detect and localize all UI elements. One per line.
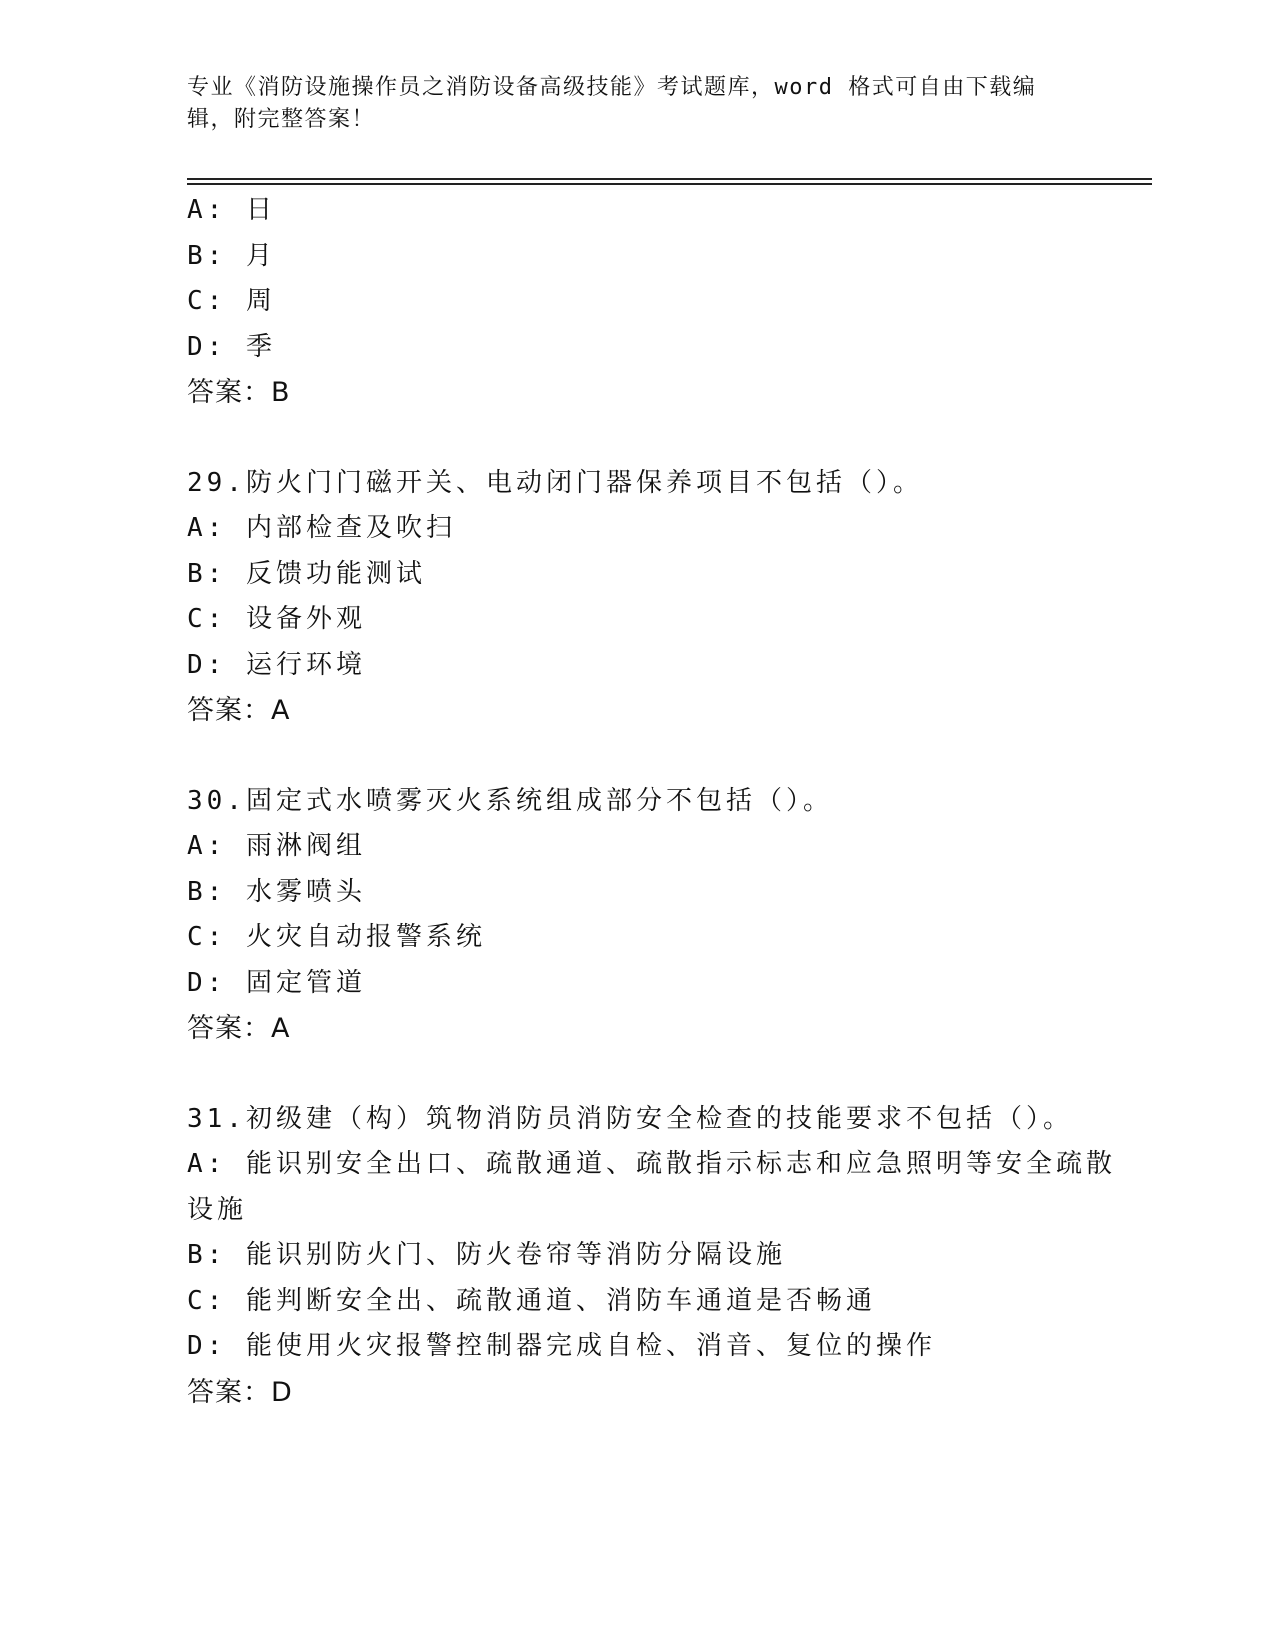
option-d: D: 能使用火灾报警控制器完成自检、消音、复位的操作 (187, 1331, 936, 1361)
option-c: C: 设备外观 (187, 604, 366, 634)
header-rule-bottom (187, 183, 1152, 185)
spacer (187, 734, 1087, 779)
question-text: 29.防火门门磁开关、电动闭门器保养项目不包括（）。 (187, 467, 923, 498)
option-c: C: 能判断安全出、疏散通道、消防车通道是否畅通 (187, 1285, 876, 1316)
answer: 答案：D (187, 1376, 293, 1408)
question-text: 31.初级建（构）筑物消防员消防安全检查的技能要求不包括（）。 (187, 1103, 1073, 1134)
question-28 (187, 188, 1087, 416)
option-c: C: 周 (187, 286, 276, 316)
option-d: D: 固定管道 (187, 967, 366, 998)
option-a: A: 雨淋阀组 (187, 831, 366, 861)
question-30 (187, 779, 1087, 1052)
question-text: 30.固定式水喷雾灭火系统组成部分不包括（）。 (187, 785, 833, 816)
option-a-line-2: 设施 (187, 1194, 248, 1225)
option-a: A: 内部检查及吹扫 (187, 513, 456, 543)
option-a: A: 日 (187, 195, 276, 225)
option-d: D: 季 (187, 331, 276, 362)
spacer (187, 1052, 1087, 1097)
option-c: C: 火灾自动报警系统 (187, 922, 486, 952)
header-rule-top (187, 178, 1152, 180)
question-31 (187, 1097, 1116, 1416)
answer: 答案：A (187, 695, 291, 726)
question-list (187, 188, 1116, 1415)
option-b: B: 反馈功能测试 (187, 558, 426, 589)
option-b: B: 月 (187, 240, 276, 271)
question-29 (187, 461, 1087, 734)
answer: 答案：B (187, 377, 291, 408)
option-a-line-1: A: 能识别安全出口、疏散通道、疏散指示标志和应急照明等安全疏散 (187, 1149, 1116, 1179)
header-line-1: 专业《消防设施操作员之消防设备高级技能》考试题库，word 格式可自由下载编 (187, 75, 1037, 100)
option-b: B: 能识别防火门、防火卷帘等消防分隔设施 (187, 1240, 786, 1270)
answer: 答案：A (187, 1013, 291, 1044)
option-b: B: 水雾喷头 (187, 876, 366, 907)
option-d: D: 运行环境 (187, 649, 366, 680)
spacer (187, 416, 1087, 461)
document-header (187, 72, 1067, 136)
header-line-2: 辑，附完整答案！ (187, 107, 376, 132)
